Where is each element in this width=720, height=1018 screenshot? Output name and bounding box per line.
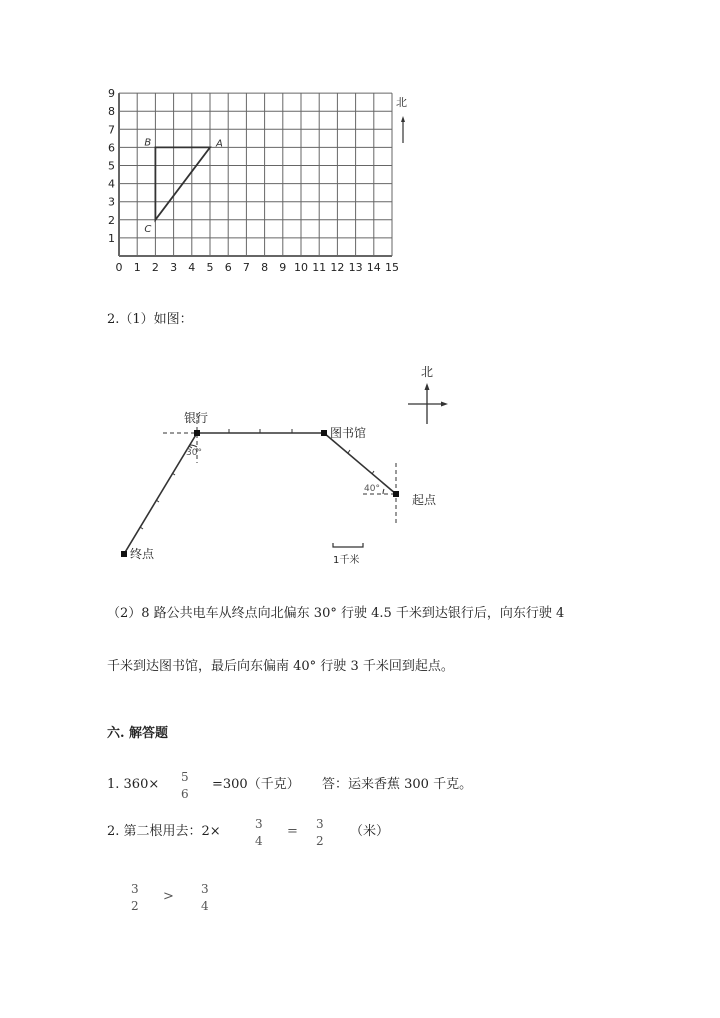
fraction-3-2 (316, 816, 324, 850)
q2-part2-line1: （2）8 路公共电车从终点向北偏东 30° 行驶 4.5 千米到达银行后，向东行驶 4 (107, 606, 565, 621)
route-library-to-start (324, 433, 396, 494)
bank-label: 银行 (184, 411, 209, 425)
compare-operator: > (163, 889, 174, 904)
x-tick-label: 2 (151, 261, 159, 274)
section-title: 六. 解答题 (107, 726, 169, 741)
end-label: 终点 (130, 547, 155, 561)
denominator: 6 (181, 787, 189, 801)
scale-bar (333, 543, 363, 547)
north-label: 北 (396, 96, 407, 109)
y-tick-label: 8 (108, 105, 115, 119)
x-tick-label: 6 (224, 261, 232, 274)
denominator: 2 (131, 899, 139, 913)
x-tick-label: 1 (133, 261, 141, 274)
angle-40-label: 40° (364, 484, 380, 494)
a2-prefix: 2. 第二根用去：2× (107, 824, 221, 839)
x-tick-label: 10 (294, 261, 308, 274)
denominator: 4 (255, 834, 263, 848)
a1-result: =300（千克） (212, 777, 300, 792)
fraction-3-4 (255, 816, 263, 850)
numerator: 3 (131, 882, 139, 896)
y-tick-label: 7 (108, 123, 115, 137)
numerator: 5 (181, 770, 189, 784)
denominator: 2 (316, 834, 324, 848)
x-tick-label: 7 (242, 261, 250, 274)
route-map (0, 360, 720, 580)
numerator: 3 (316, 817, 324, 831)
y-tick-label: 2 (108, 213, 115, 227)
x-tick-label: 15 (385, 261, 399, 274)
fraction-5-6 (181, 769, 189, 803)
coordinate-grid (0, 0, 720, 290)
north-arrowhead (401, 116, 405, 122)
y-tick-label: 4 (108, 177, 115, 191)
x-tick-label: 0 (115, 261, 123, 274)
fraction-3-2 (131, 881, 139, 915)
x-tick-label: 12 (330, 261, 345, 274)
q2-part2-line2: 千米到达图书馆，最后向东偏南 40° 行驶 3 千米回到起点。 (107, 659, 454, 674)
point-label-a: A (216, 138, 223, 150)
y-tick-label: 1 (108, 231, 115, 245)
y-tick-label: 3 (108, 195, 115, 209)
x-tick-label: 14 (366, 261, 381, 274)
q2-part1-label: 2.（1）如图： (107, 312, 193, 327)
x-tick-label: 4 (188, 261, 196, 274)
numerator: 3 (255, 817, 263, 831)
y-tick-label: 5 (108, 159, 115, 173)
library-label: 图书馆 (330, 426, 367, 440)
angle-30-label: 30° (186, 448, 202, 458)
a1-answer: 答：运来香蕉 300 千克。 (322, 777, 473, 792)
x-tick-label: 13 (348, 261, 363, 274)
denominator: 4 (201, 899, 209, 913)
x-tick-label: 5 (206, 261, 214, 274)
x-tick-label: 3 (170, 261, 178, 274)
start-label: 起点 (412, 493, 437, 507)
map-north-label: 北 (421, 365, 434, 379)
a1-prefix: 1. 360× (107, 777, 160, 792)
point-label-b: B (144, 137, 152, 149)
point-label-c: C (144, 223, 152, 235)
a2-equals: = (287, 824, 298, 839)
fraction-3-4 (201, 881, 209, 915)
y-tick-label: 9 (108, 87, 115, 101)
x-tick-label: 8 (261, 261, 269, 274)
numerator: 3 (201, 882, 209, 896)
x-tick-label: 9 (279, 261, 287, 274)
a2-unit: （米） (350, 824, 390, 839)
x-tick-label: 11 (312, 261, 327, 274)
y-tick-label: 6 (108, 141, 115, 155)
scale-label: 1千米 (333, 555, 360, 566)
